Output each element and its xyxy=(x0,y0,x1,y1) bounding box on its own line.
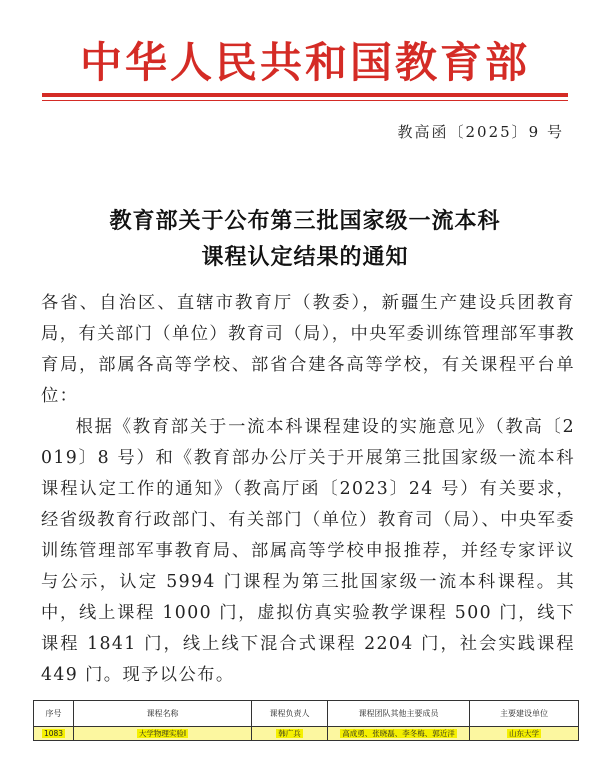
main-paragraph: 根据《教育部关于一流本科课程建设的实施意见》（教高〔2019〕8 号）和《教育部办公厅关于开展第三批国家级一流本科课程认定工作的通知》（教高厅函〔2023〕24 号）有关要求，经省级教育行政部门、有关部门（单位）教育司（局）、中央军委训练管理部军事教育局、部属高等学校申报推荐，并经专家评议与公示，认定 5994 门课程为第三批国家级一流本科课程。其中，线上课程 1000 门，虚拟仿真实验教学课程 500 门，线下课程 1841 门，线上线下混合式课程 2204 门，社会实践课程 449 门。现予以公布。 xyxy=(41,417,575,685)
header-red-rule xyxy=(42,93,568,97)
table-header-row xyxy=(34,701,579,727)
table-header-cell: 主要建设单位 xyxy=(470,701,579,727)
document-title-line-1: 教育部关于公布第三批国家级一流本科 xyxy=(109,208,501,234)
table-header-cell: 序号 xyxy=(34,701,74,727)
salutation: 各省、自治区、直辖市教育厅（教委），新疆生产建设兵团教育局，有关部门（单位）教育司（局），中央军委训练管理部军事教育局，部属各高等学校、部省合建各高等学校，有关课程平台单位： xyxy=(41,293,575,406)
table-cell: 山东大学 xyxy=(509,729,539,738)
table-cell: 韩广兵 xyxy=(278,729,301,738)
table-header-cell: 课程负责人 xyxy=(252,701,328,727)
document-number: 教高函〔2025〕9 号 xyxy=(397,123,564,141)
issuer-header: 中华人民共和国教育部 xyxy=(79,38,530,87)
table-row xyxy=(34,727,579,741)
table-cell: 大学物理实验I xyxy=(138,729,187,738)
table-cell: 1083 xyxy=(43,729,64,738)
table-header-cell: 课程名称 xyxy=(74,701,252,727)
table-header-cell: 课程团队其他主要成员 xyxy=(328,701,470,727)
document-title-line-2: 课程认定结果的通知 xyxy=(201,244,409,270)
table-cell: 高成勇、张晓磊、李冬梅、郭近洋 xyxy=(342,729,455,738)
header-red-rule-thin xyxy=(42,100,568,101)
course-table xyxy=(33,700,579,741)
document-body xyxy=(41,288,575,691)
